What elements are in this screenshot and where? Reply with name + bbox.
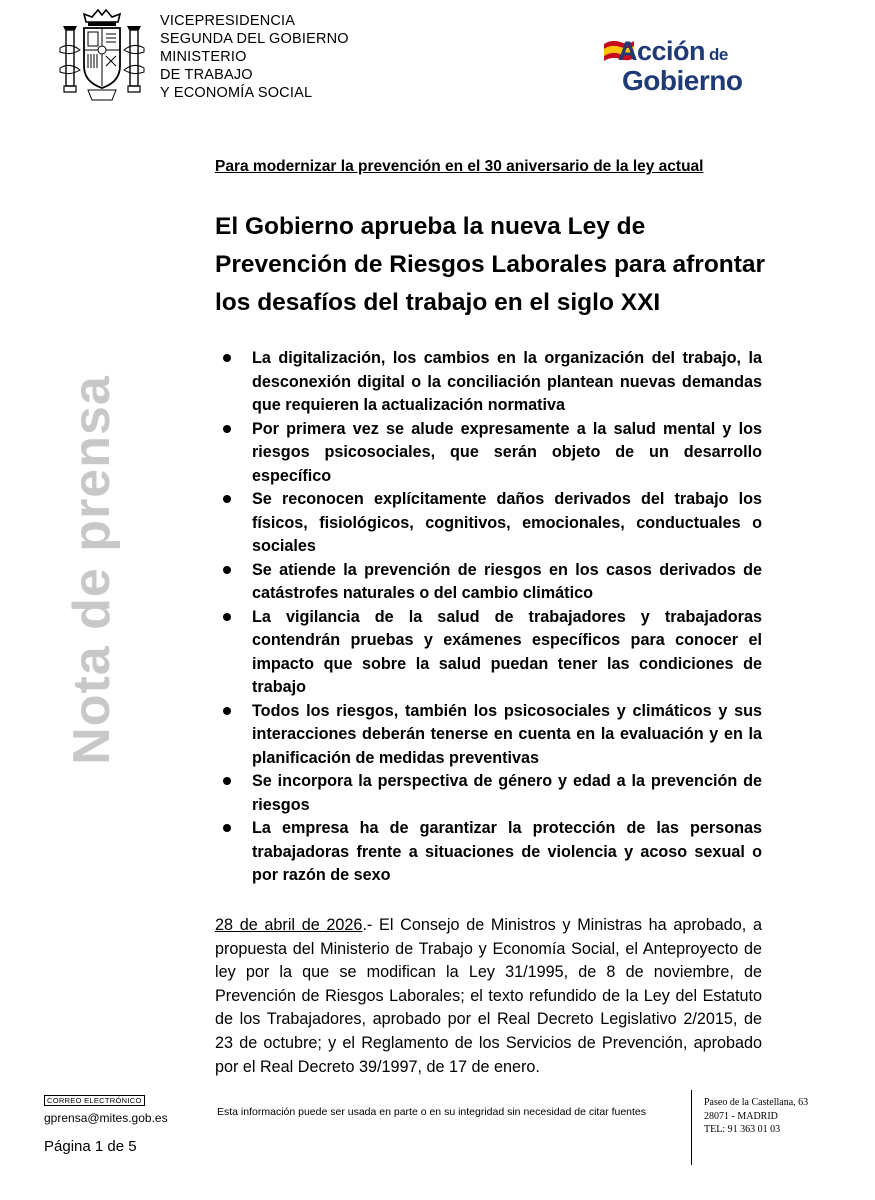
footer-divider (691, 1090, 692, 1165)
logo-de: de (709, 45, 728, 64)
bullet-icon (223, 777, 231, 785)
logo-accion: Acción (618, 36, 706, 66)
bullet-text: Se reconocen explícitamente daños derivados del trabajo los físicos, fisiológicos, cognitivos, emocionales, conductuales o sociales (252, 490, 762, 555)
body-text: .- El Consejo de Ministros y Ministras ha aprobado, a propuesta del Ministerio de Trabajo y Economía Social, el Anteproyecto de ley por la que se modifican la Ley 31/1995, de 8 de noviembre, de Prevención de Riesgos Laborales; el texto refundido de la Ley del Estatuto de los Trabajadores, aprobado por el Real Decreto Legislativo 2/2015, de 23 de octubre; y el Reglamento de los Servicios de Prevención, aprobado por el Real Decreto 39/1997, de 17 de enero. (215, 916, 762, 1076)
bullet-icon (223, 824, 231, 832)
ministry-line: MINISTERIO (160, 49, 247, 65)
list-item (215, 559, 762, 606)
bullet-text: Se incorpora la perspectiva de género y edad a la prevención de riesgos (252, 772, 762, 814)
disclaimer: Esta información puede ser usada en parte o en su integridad sin necesidad de citar fuentes (217, 1106, 647, 1118)
logo-gobierno: Gobierno (622, 65, 743, 96)
contact-email-block (44, 1090, 168, 1125)
email-link[interactable]: gprensa@mites.gob.es (44, 1111, 168, 1125)
bullet-text: Todos los riesgos, también los psicosociales y climáticos y sus interacciones deberán tenerse en cuenta en la evaluación y en la planificación de medidas preventivas (252, 701, 762, 767)
bullet-list (215, 347, 762, 888)
bullet-text: La empresa ha de garantizar la protección de las personas trabajadoras frente a situaciones de violencia y acoso sexual o por razón de sexo (252, 819, 762, 884)
bullet-icon (223, 495, 231, 503)
bullet-text: Se atiende la prevención de riesgos en los casos derivados de catástrofes naturales o del cambio climático (252, 560, 762, 602)
bullet-icon (223, 707, 231, 715)
body-paragraph (215, 914, 762, 1079)
bullet-text: Por primera vez se alude expresamente a la salud mental y los riesgos psicosociales, que serán objeto de un desarrollo específico (252, 419, 762, 485)
ministry-line: Y ECONOMÍA SOCIAL (160, 85, 313, 101)
ministry-line: VICEPRESIDENCIA (160, 13, 296, 29)
headline: El Gobierno aprueba la nueva Ley de Prevención de Riesgos Laborales para afrontar los desafíos del trabajo en el siglo XXI (215, 213, 766, 316)
address-line: Paseo de la Castellana, 63 (704, 1097, 809, 1108)
list-item (215, 817, 762, 888)
accion-de-gobierno-logo (604, 36, 774, 100)
bullet-icon (223, 425, 231, 433)
list-item (215, 606, 762, 700)
bullet-icon (223, 613, 231, 621)
list-item (215, 347, 762, 418)
side-label-text: Nota de prensa (63, 375, 121, 765)
spanish-coat-of-arms-icon (58, 8, 146, 106)
address-line: TEL: 91 363 01 03 (704, 1124, 781, 1135)
page-number: Página 1 de 5 (44, 1138, 137, 1155)
ministry-name (160, 12, 349, 102)
release-date: 28 de abril de 2026 (215, 916, 363, 934)
list-item (215, 418, 762, 489)
ministry-line: SEGUNDA DEL GOBIERNO (160, 31, 349, 47)
address-block (704, 1096, 808, 1137)
subtitle: Para modernizar la prevención en el 30 aniversario de la ley actual (215, 158, 704, 175)
bullet-icon (223, 354, 231, 362)
bullet-text: La vigilancia de la salud de trabajadores y trabajadoras contendrán pruebas y exámenes específicos para conocer el impacto que sobre la salud puedan tener las condiciones de trabajo (252, 607, 762, 696)
ministry-line: DE TRABAJO (160, 67, 253, 83)
list-item (215, 488, 762, 559)
address-line: 28071 - MADRID (704, 1110, 778, 1122)
list-item (215, 700, 762, 771)
email-label: CORREO ELECTRÓNICO (44, 1095, 145, 1106)
side-label (62, 360, 122, 780)
bullet-text: La digitalización, los cambios en la organización del trabajo, la desconexión digital o la conciliación plantean nuevas demandas que requieren la actualización normativa (252, 349, 762, 414)
bullet-icon (223, 566, 231, 574)
list-item (215, 770, 762, 817)
